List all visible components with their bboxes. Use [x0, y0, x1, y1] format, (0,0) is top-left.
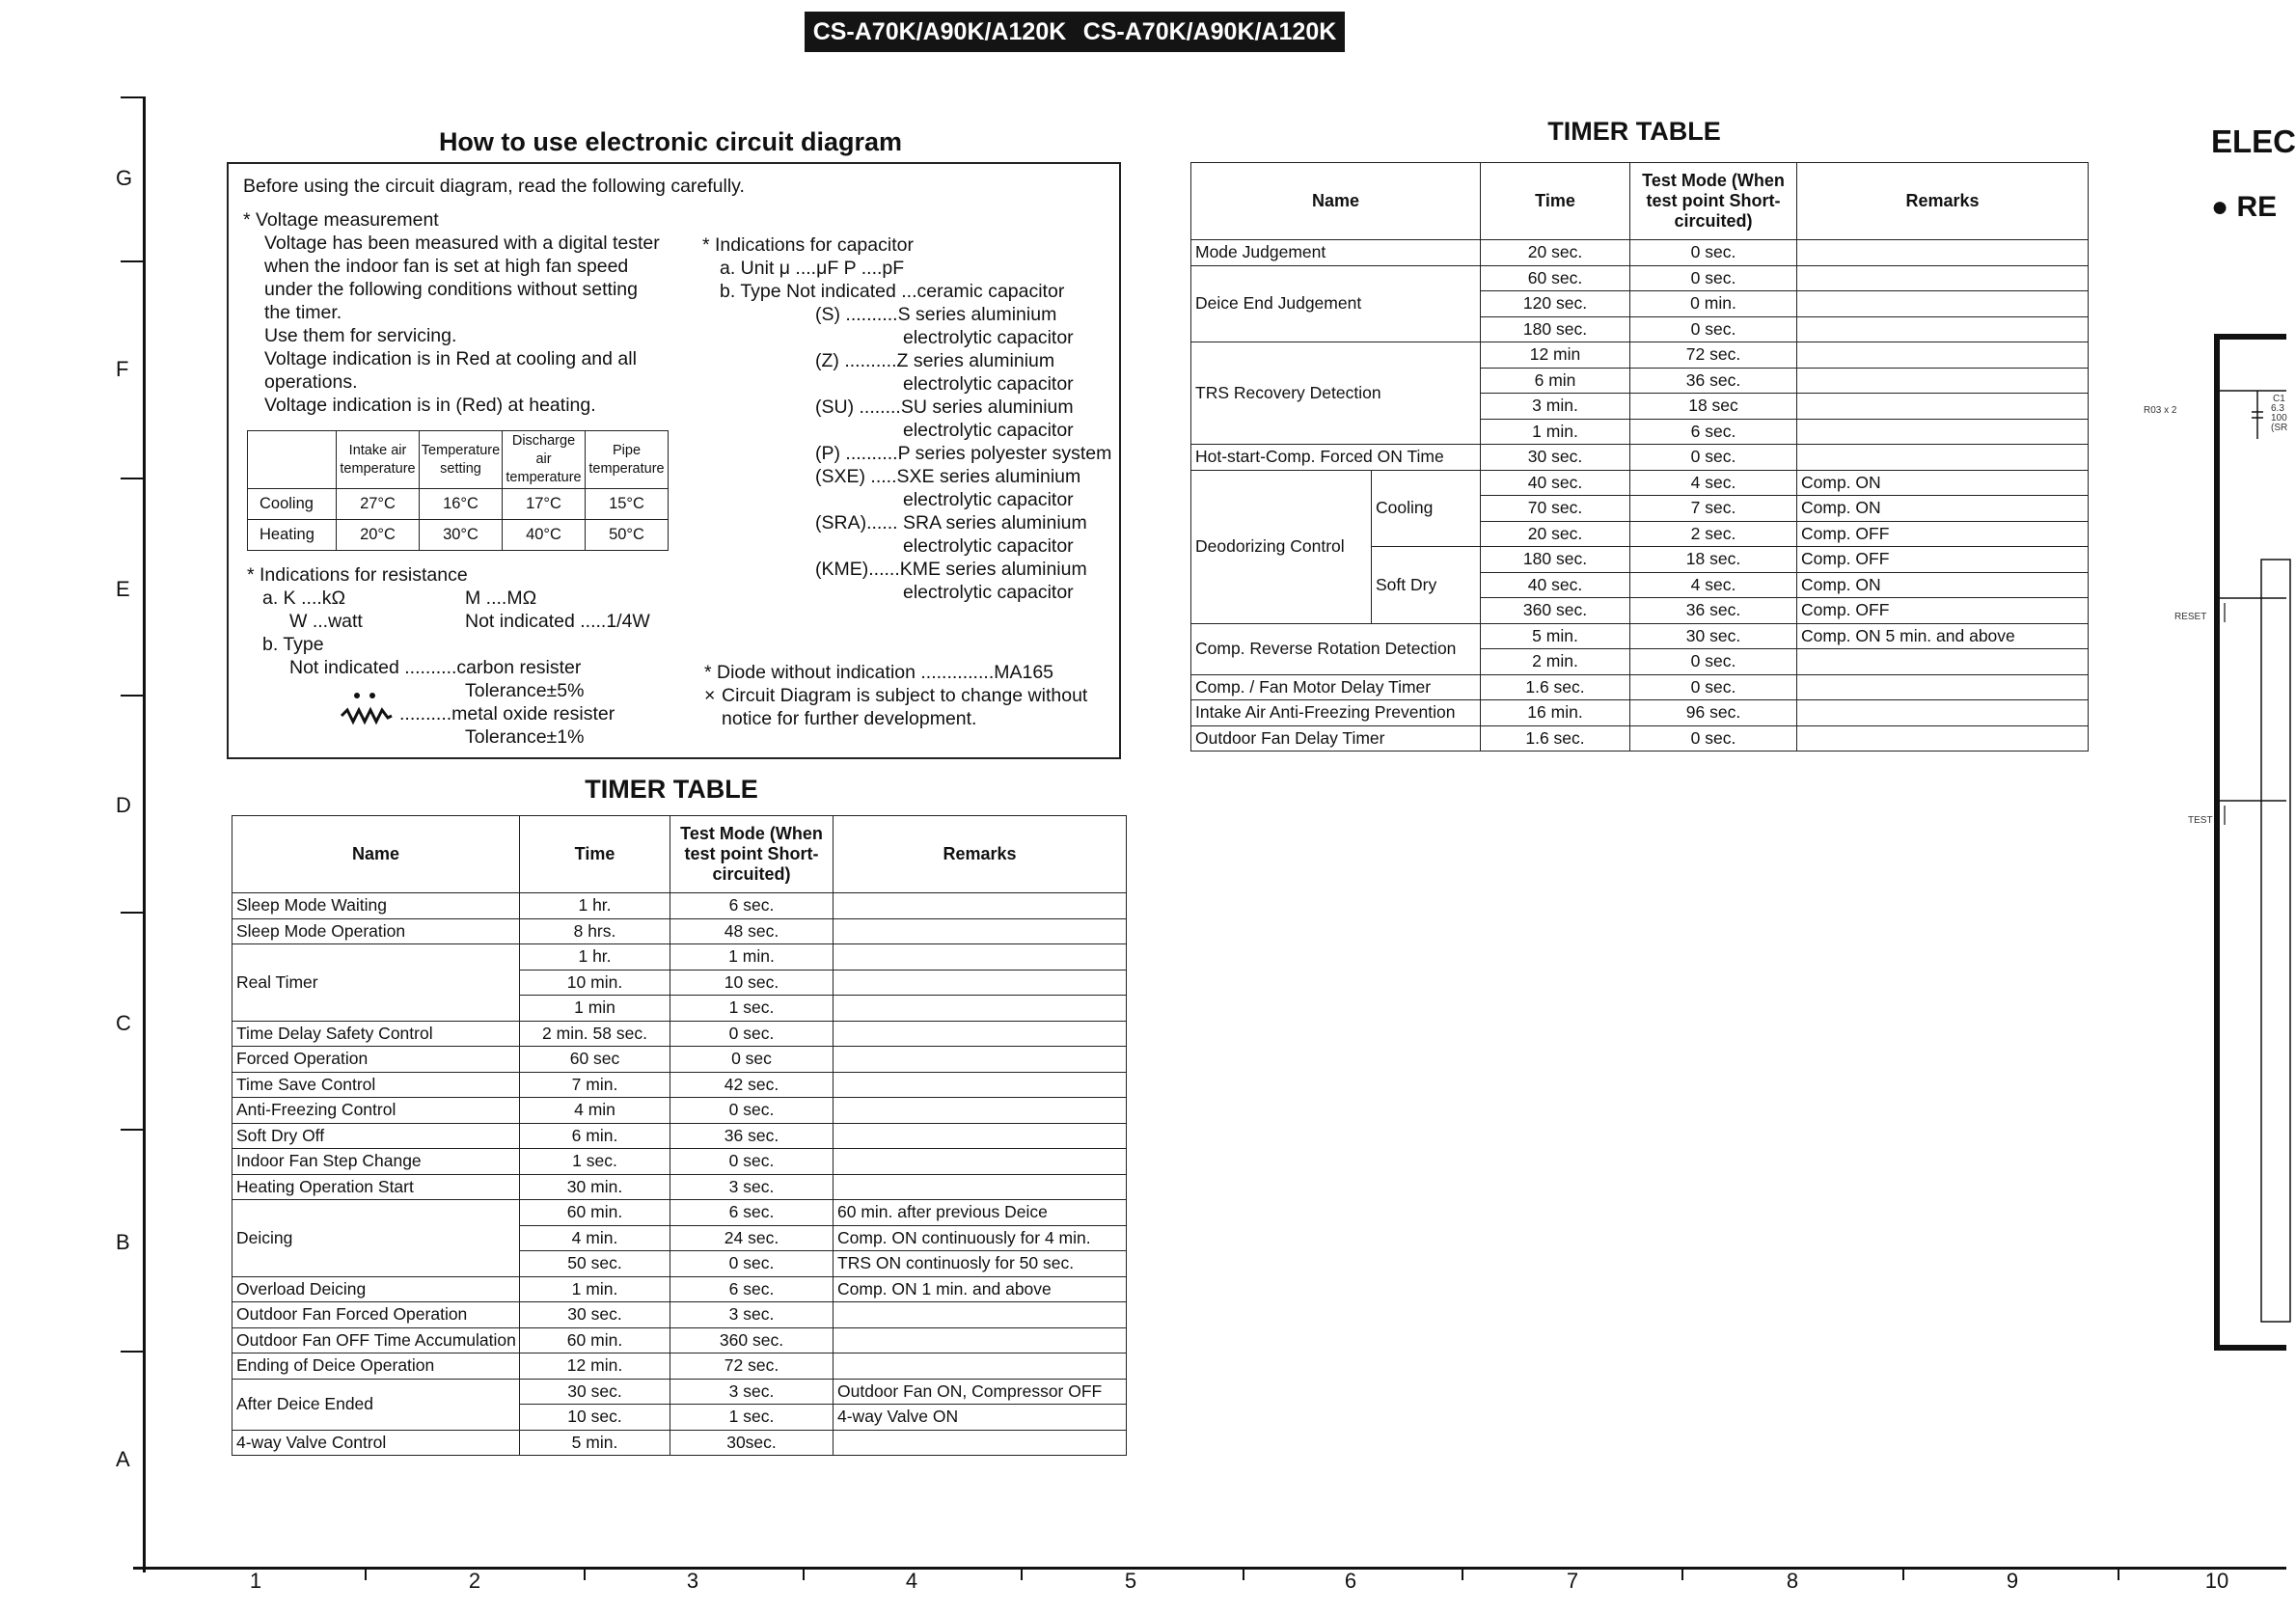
- table-cell: 0 sec.: [670, 1251, 834, 1277]
- table-row: [1191, 342, 2089, 369]
- table-cell: Comp. / Fan Motor Delay Timer: [1191, 674, 1481, 700]
- table-cell: 60 sec.: [1481, 265, 1630, 291]
- table-cell: Real Timer: [232, 944, 520, 1022]
- table-row: [232, 1200, 1127, 1226]
- table-cell: Deodorizing Control: [1191, 470, 1372, 623]
- table-cell: Deicing: [232, 1200, 520, 1277]
- table-row: [232, 1072, 1127, 1098]
- table-cell: [834, 1327, 1127, 1353]
- cond-header: Pipe temperature: [586, 431, 669, 489]
- table-cell: 30 min.: [520, 1174, 670, 1200]
- table-cell: [1797, 674, 2089, 700]
- table-row: [232, 1021, 1127, 1047]
- table-cell: [834, 893, 1127, 919]
- table-row: [232, 1327, 1127, 1353]
- table-cell: Heating: [248, 520, 337, 551]
- table-cell: 30 sec.: [1630, 623, 1797, 649]
- table-cell: Heating Operation Start: [232, 1174, 520, 1200]
- change-note: notice for further development.: [722, 708, 977, 729]
- col-number: 5: [1124, 1569, 1137, 1593]
- capacitor-line: electrolytic capacitor: [903, 489, 1074, 510]
- table-cell: 5 min.: [1481, 623, 1630, 649]
- table-cell: Sleep Mode Waiting: [232, 893, 520, 919]
- table-cell: [834, 996, 1127, 1022]
- resistance-line: a. K ....kΩ: [262, 588, 346, 609]
- table-cell: Comp. ON: [1797, 470, 2089, 496]
- table-row: [232, 1149, 1127, 1175]
- table-cell: Indoor Fan Step Change: [232, 1149, 520, 1175]
- table-cell: [834, 1149, 1127, 1175]
- table-cell: 7 min.: [520, 1072, 670, 1098]
- col-header: Test Mode (When test point Short-circuited): [1630, 163, 1797, 240]
- table-cell: 16°C: [420, 489, 503, 520]
- table-cell: 6 sec.: [670, 1276, 834, 1302]
- voltage-line: operations.: [264, 371, 358, 393]
- table-cell: [834, 1098, 1127, 1124]
- resistor-symbol-icon: [340, 691, 394, 730]
- table-cell: [834, 944, 1127, 971]
- table-cell: 0 sec.: [1630, 240, 1797, 266]
- table-cell: [1797, 240, 2089, 266]
- table-cell: 4 min: [520, 1098, 670, 1124]
- table-cell: 3 sec.: [670, 1379, 834, 1405]
- table-cell: Time Delay Safety Control: [232, 1021, 520, 1047]
- table-cell: 70 sec.: [1481, 496, 1630, 522]
- table-cell: 24 sec.: [670, 1225, 834, 1251]
- table-cell: 18 sec.: [1630, 547, 1797, 573]
- table-cell: 4 sec.: [1630, 470, 1797, 496]
- table-cell: Comp. Reverse Rotation Detection: [1191, 623, 1481, 674]
- schematic-label: RESET: [2174, 612, 2207, 622]
- capacitor-line: (P) ..........P series polyester system: [815, 443, 1112, 464]
- table-cell: 0 sec.: [1630, 316, 1797, 342]
- table-row: [232, 918, 1127, 944]
- table-cell: [1797, 419, 2089, 445]
- col-number: 8: [1786, 1569, 1799, 1593]
- capacitor-line: (Z) ..........Z series aluminium: [815, 350, 1055, 371]
- table-cell: 30 sec.: [520, 1379, 670, 1405]
- capacitor-line: (SU) ........SU series aluminium: [815, 396, 1074, 418]
- table-cell: 1 sec.: [670, 1405, 834, 1431]
- row-letter: G: [116, 166, 133, 190]
- table-row: [1191, 265, 2089, 291]
- col-number: 4: [905, 1569, 918, 1593]
- table-cell: 1 min.: [670, 944, 834, 971]
- col-number: 2: [468, 1569, 481, 1593]
- table-cell: Forced Operation: [232, 1047, 520, 1073]
- col-number: 3: [686, 1569, 699, 1593]
- table-cell: Deice End Judgement: [1191, 265, 1481, 342]
- table-cell: Comp. ON 5 min. and above: [1797, 623, 2089, 649]
- table-cell: 3 sec.: [670, 1302, 834, 1328]
- table-cell: 180 sec.: [1481, 316, 1630, 342]
- capacitor-line: electrolytic capacitor: [903, 373, 1074, 395]
- table-cell: 1 hr.: [520, 944, 670, 971]
- table-cell: Comp. ON: [1797, 496, 2089, 522]
- table-cell: [1797, 316, 2089, 342]
- table-cell: 20 sec.: [1481, 521, 1630, 547]
- table-cell: 0 sec.: [1630, 649, 1797, 675]
- table-cell: 50°C: [586, 520, 669, 551]
- table-cell: 6 sec.: [670, 893, 834, 919]
- col-number: 9: [2006, 1569, 2019, 1593]
- table-cell: [1797, 291, 2089, 317]
- timer-left-title: TIMER TABLE: [585, 775, 758, 804]
- table-row: [232, 944, 1127, 971]
- table-cell: [834, 1302, 1127, 1328]
- col-number: 6: [1344, 1569, 1357, 1593]
- table-row: [1191, 674, 2089, 700]
- table-cell: Cooling: [1372, 470, 1481, 547]
- table-cell: TRS ON continuosly for 50 sec.: [834, 1251, 1127, 1277]
- cross-mark: ×: [704, 685, 716, 706]
- resistance-line: M ....MΩ: [465, 588, 537, 609]
- table-cell: [1797, 394, 2089, 420]
- table-cell: 72 sec.: [1630, 342, 1797, 369]
- table-cell: Hot-start-Comp. Forced ON Time: [1191, 445, 1481, 471]
- table-cell: [834, 1430, 1127, 1456]
- col-header: Time: [520, 816, 670, 893]
- table-cell: 180 sec.: [1481, 547, 1630, 573]
- table-cell: 3 min.: [1481, 394, 1630, 420]
- resistance-line: Tolerance±5%: [465, 680, 585, 701]
- capacitor-line: electrolytic capacitor: [903, 582, 1074, 603]
- table-cell: 6 sec.: [1630, 419, 1797, 445]
- table-cell: [834, 1123, 1127, 1149]
- table-cell: [1797, 445, 2089, 471]
- table-cell: 60 min.: [520, 1327, 670, 1353]
- table-row: [232, 1047, 1127, 1073]
- table-cell: 60 min.: [520, 1200, 670, 1226]
- resistance-line: b. Type: [262, 634, 324, 655]
- table-cell: 18 sec: [1630, 394, 1797, 420]
- capacitor-line: electrolytic capacitor: [903, 535, 1074, 557]
- table-cell: 6 min: [1481, 368, 1630, 394]
- table-cell: TRS Recovery Detection: [1191, 342, 1481, 445]
- header-model-right: CS-A70K/A90K/A120K: [1082, 17, 1337, 45]
- howto-title: How to use electronic circuit diagram: [438, 127, 903, 156]
- table-cell: 0 sec.: [670, 1149, 834, 1175]
- table-cell: 15°C: [586, 489, 669, 520]
- voltage-line: the timer.: [264, 302, 342, 323]
- table-cell: 360 sec.: [1481, 598, 1630, 624]
- table-cell: 42 sec.: [670, 1072, 834, 1098]
- table-cell: 10 sec.: [520, 1405, 670, 1431]
- table-row: [232, 893, 1127, 919]
- table-cell: 96 sec.: [1630, 700, 1797, 726]
- header-model-left: CS-A70K/A90K/A120K: [812, 17, 1067, 45]
- capacitor-line: b. Type Not indicated ...ceramic capacitor: [720, 281, 1065, 302]
- row-letter: B: [116, 1230, 130, 1254]
- table-cell: Outdoor Fan Delay Timer: [1191, 725, 1481, 752]
- resistance-heading: * Indications for resistance: [247, 564, 468, 586]
- table-cell: Outdoor Fan OFF Time Accumulation: [232, 1327, 520, 1353]
- table-cell: Comp. ON 1 min. and above: [834, 1276, 1127, 1302]
- table-cell: Overload Deicing: [232, 1276, 520, 1302]
- table-cell: [1797, 368, 2089, 394]
- capacitor-line: electrolytic capacitor: [903, 327, 1074, 348]
- schematic-fragment: [2213, 333, 2286, 1355]
- row-letter: D: [116, 793, 131, 817]
- table-cell: 10 sec.: [670, 970, 834, 996]
- table-cell: 30sec.: [670, 1430, 834, 1456]
- table-cell: [834, 1174, 1127, 1200]
- table-cell: [1797, 725, 2089, 752]
- table-cell: 0 sec.: [1630, 265, 1797, 291]
- table-cell: Intake Air Anti-Freezing Prevention: [1191, 700, 1481, 726]
- capacitor-heading: * Indications for capacitor: [702, 234, 914, 256]
- table-cell: 0 sec.: [1630, 445, 1797, 471]
- cond-header: Intake air temperature: [337, 431, 420, 489]
- table-cell: 1.6 sec.: [1481, 674, 1630, 700]
- table-cell: 1 min.: [1481, 419, 1630, 445]
- table-cell: 1 hr.: [520, 893, 670, 919]
- voltage-line: Voltage indication is in (Red) at heating.: [264, 395, 596, 416]
- col-header: Remarks: [1797, 163, 2089, 240]
- table-cell: Outdoor Fan ON, Compressor OFF: [834, 1379, 1127, 1405]
- table-cell: 1 min: [520, 996, 670, 1022]
- table-cell: 50 sec.: [520, 1251, 670, 1277]
- table-cell: Comp. OFF: [1797, 521, 2089, 547]
- cond-header: Discharge air temperature: [503, 431, 586, 489]
- schematic-label: TEST: [2188, 815, 2213, 826]
- table-row: [1191, 240, 2089, 266]
- col-header: Name: [1191, 163, 1481, 240]
- change-note: Circuit Diagram is subject to change without: [722, 685, 1088, 706]
- schematic-label: (SR: [2271, 423, 2288, 433]
- table-cell: 48 sec.: [670, 918, 834, 944]
- schematic-label: C1: [2273, 394, 2285, 404]
- table-cell: 120 sec.: [1481, 291, 1630, 317]
- diode-note: * Diode without indication ..............MA165: [704, 662, 1054, 683]
- table-cell: 36 sec.: [1630, 598, 1797, 624]
- table-cell: 60 min. after previous Deice: [834, 1200, 1127, 1226]
- table-cell: 27°C: [337, 489, 420, 520]
- timer-right-title: TIMER TABLE: [1547, 117, 1721, 146]
- table-cell: 30 sec.: [520, 1302, 670, 1328]
- capacitor-line: electrolytic capacitor: [903, 420, 1074, 441]
- table-cell: 40 sec.: [1481, 470, 1630, 496]
- table-row: [1191, 623, 2089, 649]
- table-cell: Comp. ON continuously for 4 min.: [834, 1225, 1127, 1251]
- table-cell: Ending of Deice Operation: [232, 1353, 520, 1380]
- table-cell: [1797, 700, 2089, 726]
- table-cell: 4 min.: [520, 1225, 670, 1251]
- table-row: [248, 520, 669, 551]
- row-letter: A: [116, 1447, 130, 1471]
- table-cell: Outdoor Fan Forced Operation: [232, 1302, 520, 1328]
- table-cell: 72 sec.: [670, 1353, 834, 1380]
- table-cell: Sleep Mode Operation: [232, 918, 520, 944]
- table-cell: Comp. ON: [1797, 572, 2089, 598]
- table-cell: 8 hrs.: [520, 918, 670, 944]
- table-row: [232, 1123, 1127, 1149]
- table-row: [1191, 470, 2089, 496]
- col-header: Test Mode (When test point Short-circuited): [670, 816, 834, 893]
- capacitor-line: a. Unit μ ....μF P ....pF: [720, 258, 905, 279]
- table-cell: 60 sec: [520, 1047, 670, 1073]
- schematic-label: 6.3: [2271, 403, 2284, 414]
- table-cell: 4-way Valve Control: [232, 1430, 520, 1456]
- table-row: [1191, 725, 2089, 752]
- timer-table-right: [1190, 162, 2089, 752]
- col-header: Remarks: [834, 816, 1127, 893]
- howto-intro: Before using the circuit diagram, read the following carefully.: [243, 176, 745, 197]
- table-cell: Anti-Freezing Control: [232, 1098, 520, 1124]
- table-cell: 4-way Valve ON: [834, 1405, 1127, 1431]
- table-row: [1191, 445, 2089, 471]
- voltage-line: Use them for servicing.: [264, 325, 457, 346]
- table-cell: [834, 1072, 1127, 1098]
- table-cell: Cooling: [248, 489, 337, 520]
- table-row: [248, 489, 669, 520]
- table-cell: 20°C: [337, 520, 420, 551]
- table-cell: 6 sec.: [670, 1200, 834, 1226]
- voltage-line: when the indoor fan is set at high fan speed: [264, 256, 629, 277]
- timer-table-left: [232, 815, 1127, 1456]
- table-cell: 20 sec.: [1481, 240, 1630, 266]
- table-cell: 6 min.: [520, 1123, 670, 1149]
- col-number: 10: [2204, 1569, 2229, 1593]
- voltage-line: Voltage has been measured with a digital tester: [264, 232, 660, 254]
- table-cell: 10 min.: [520, 970, 670, 996]
- schematic-label: 100: [2271, 413, 2287, 424]
- table-row: [1191, 700, 2089, 726]
- row-letter: E: [116, 577, 130, 601]
- table-cell: Comp. OFF: [1797, 547, 2089, 573]
- table-cell: 12 min: [1481, 342, 1630, 369]
- capacitor-line: (S) ..........S series aluminium: [815, 304, 1057, 325]
- capacitor-line: (KME)......KME series aluminium: [815, 559, 1087, 580]
- table-row: [232, 1098, 1127, 1124]
- table-cell: [834, 970, 1127, 996]
- table-cell: After Deice Ended: [232, 1379, 520, 1430]
- table-cell: 2 min. 58 sec.: [520, 1021, 670, 1047]
- table-cell: 1.6 sec.: [1481, 725, 1630, 752]
- table-cell: Soft Dry: [1372, 547, 1481, 624]
- voltage-line: Voltage indication is in Red at cooling and all: [264, 348, 637, 369]
- table-cell: 40 sec.: [1481, 572, 1630, 598]
- table-cell: [834, 1047, 1127, 1073]
- table-cell: 1 sec.: [670, 996, 834, 1022]
- table-row: [232, 1302, 1127, 1328]
- table-cell: 12 min.: [520, 1353, 670, 1380]
- col-header: Time: [1481, 163, 1630, 240]
- table-cell: 16 min.: [1481, 700, 1630, 726]
- table-cell: 30 sec.: [1481, 445, 1630, 471]
- row-letter: F: [116, 357, 129, 381]
- table-cell: Mode Judgement: [1191, 240, 1481, 266]
- resistance-line: Not indicated .....1/4W: [465, 611, 650, 632]
- table-cell: 40°C: [503, 520, 586, 551]
- voltage-heading: * Voltage measurement: [243, 209, 439, 231]
- table-cell: [1797, 649, 2089, 675]
- capacitor-line: (SRA)...... SRA series aluminium: [815, 512, 1087, 533]
- cond-header: Temperature setting: [420, 431, 503, 489]
- table-row: [232, 1379, 1127, 1405]
- resistance-line: Not indicated ..........carbon resister: [289, 657, 582, 678]
- table-cell: Comp. OFF: [1797, 598, 2089, 624]
- table-cell: 36 sec.: [1630, 368, 1797, 394]
- row-letter: C: [116, 1011, 131, 1035]
- cond-header: [248, 431, 337, 489]
- table-cell: 0 sec.: [1630, 674, 1797, 700]
- table-cell: 17°C: [503, 489, 586, 520]
- table-row: [232, 1276, 1127, 1302]
- resistance-line: ..........metal oxide resister: [399, 703, 615, 724]
- table-cell: 0 sec.: [670, 1098, 834, 1124]
- table-cell: 2 min.: [1481, 649, 1630, 675]
- next-page-title: ELEC: [2211, 123, 2296, 159]
- col-number: 1: [249, 1569, 262, 1593]
- table-cell: [834, 918, 1127, 944]
- table-cell: Time Save Control: [232, 1072, 520, 1098]
- table-cell: 3 sec.: [670, 1174, 834, 1200]
- table-cell: [834, 1021, 1127, 1047]
- table-row: [232, 1430, 1127, 1456]
- table-cell: 4 sec.: [1630, 572, 1797, 598]
- page-header-banner: [805, 12, 1345, 52]
- table-cell: 30°C: [420, 520, 503, 551]
- condition-table: [247, 430, 669, 551]
- table-cell: 0 sec.: [1630, 725, 1797, 752]
- capacitor-line: (SXE) .....SXE series aluminium: [815, 466, 1081, 487]
- table-cell: 2 sec.: [1630, 521, 1797, 547]
- table-cell: 360 sec.: [670, 1327, 834, 1353]
- table-cell: Soft Dry Off: [232, 1123, 520, 1149]
- resistance-line: W ...watt: [289, 611, 363, 632]
- voltage-line: under the following conditions without setting: [264, 279, 638, 300]
- next-page-subtitle: ● RE: [2211, 191, 2278, 223]
- table-cell: [1797, 265, 2089, 291]
- table-cell: 0 sec.: [670, 1021, 834, 1047]
- table-row: [232, 1353, 1127, 1380]
- table-cell: 0 min.: [1630, 291, 1797, 317]
- table-cell: 1 min.: [520, 1276, 670, 1302]
- col-header: Name: [232, 816, 520, 893]
- table-cell: 1 sec.: [520, 1149, 670, 1175]
- col-number: 7: [1566, 1569, 1579, 1593]
- table-cell: [1797, 342, 2089, 369]
- table-cell: 36 sec.: [670, 1123, 834, 1149]
- table-cell: 5 min.: [520, 1430, 670, 1456]
- table-row: [232, 1174, 1127, 1200]
- table-cell: 0 sec: [670, 1047, 834, 1073]
- table-cell: 7 sec.: [1630, 496, 1797, 522]
- resistance-line: Tolerance±1%: [465, 726, 585, 748]
- table-cell: [834, 1353, 1127, 1380]
- schematic-label: R03 x 2: [2144, 405, 2177, 416]
